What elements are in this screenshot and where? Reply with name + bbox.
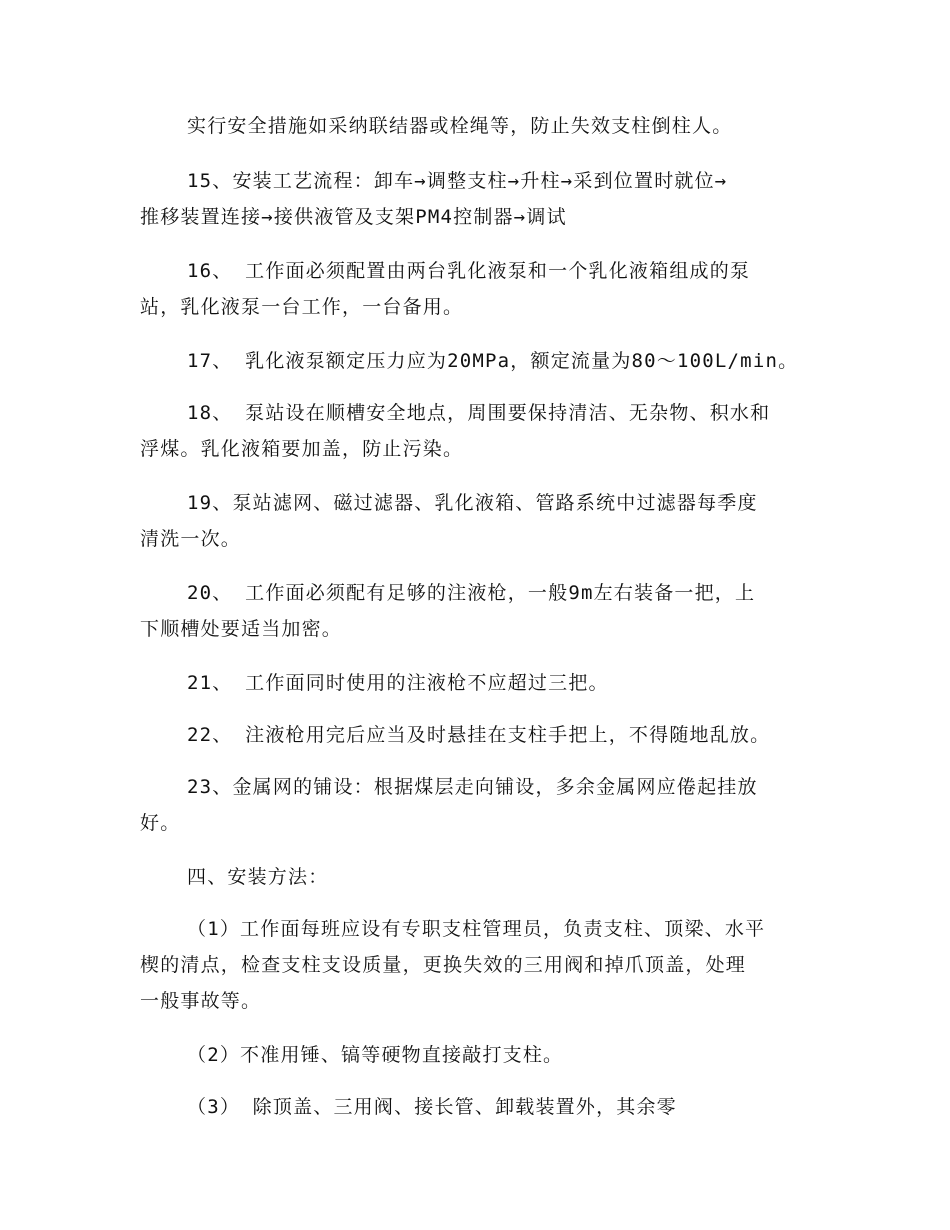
text-line: 一般事故等。 [140, 990, 262, 1012]
text-line: 19、泵站滤网、磁过滤器、乳化液箱、管路系统中过滤器每季度 [187, 492, 758, 514]
text-line: 17、 乳化液泵额定压力应为20MPa，额定流量为80～100L/min。 [187, 350, 799, 372]
text-line: 站，乳化液泵一台工作，一台备用。 [140, 296, 464, 318]
text-line: 20、 工作面必须配有足够的注液枪，一般9m左右装备一把，上 [187, 582, 756, 604]
text-line: 浮煤。乳化液箱要加盖，防止污染。 [140, 438, 464, 460]
text-line: 22、 注液枪用完后应当及时悬挂在支柱手把上，不得随地乱放。 [187, 724, 771, 746]
text-line: 实行安全措施如采纳联结器或栓绳等，防止失效支柱倒柱人。 [187, 115, 733, 137]
text-line: 下顺槽处要适当加密。 [140, 618, 343, 640]
text-line: 16、 工作面必须配置由两台乳化液泵和一个乳化液箱组成的泵 [187, 260, 751, 282]
text-line: 清洗一次。 [140, 528, 242, 550]
text-line: 21、 工作面同时使用的注液枪不应超过三把。 [187, 672, 609, 694]
text-line: （1）工作面每班应设有专职支柱管理员，负责支柱、顶梁、水平 [187, 918, 766, 940]
text-line: 15、安装工艺流程：卸车→调整支柱→升柱→采到位置时就位→ [187, 170, 728, 192]
text-line: 楔的清点，检查支柱支设质量，更换失效的三用阀和掉爪顶盖，处理 [140, 954, 747, 976]
text-line: 18、 泵站设在顺槽安全地点，周围要保持清洁、无杂物、积水和 [187, 402, 771, 424]
text-line: 推移装置连接→接供液管及支架PM4控制器→调试 [140, 206, 567, 228]
text-line: （2）不准用锤、镐等硬物直接敲打支柱。 [187, 1044, 564, 1066]
text-line: 四、安装方法： [187, 866, 329, 888]
text-line: 23、金属网的铺设：根据煤层走向铺设，多余金属网应倦起挂放 [187, 776, 758, 798]
text-line: 好。 [140, 812, 181, 834]
text-line: （3） 除顶盖、三用阀、接长管、卸载装置外，其余零 [187, 1096, 677, 1118]
